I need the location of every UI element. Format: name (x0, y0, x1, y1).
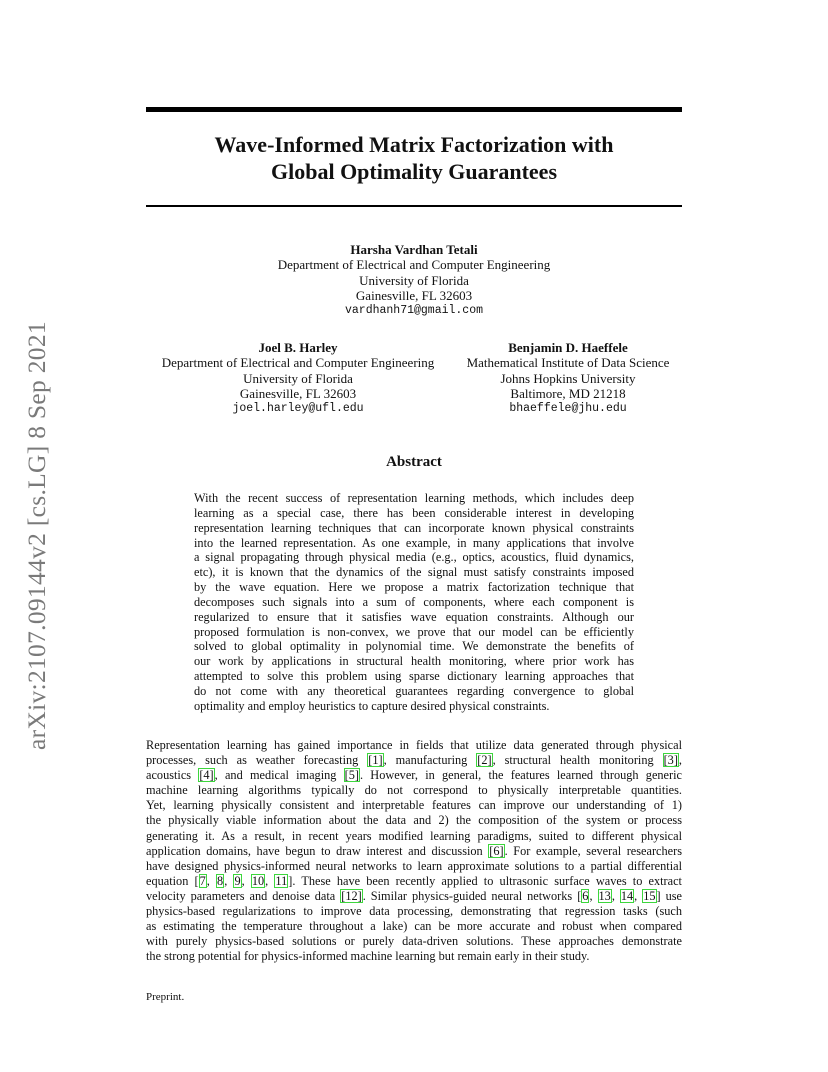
intro-text: , (224, 873, 234, 888)
citation-link[interactable]: 14 (620, 888, 634, 903)
intro-line (146, 859, 682, 874)
author-name: Benjamin D. Haeffele (508, 340, 628, 355)
intro-text: equation [ (146, 873, 199, 888)
intro-line (146, 753, 682, 768)
intro-line (146, 904, 682, 919)
author-block-haeffele (450, 340, 686, 416)
intro-text: have designed physics-informed neural networks to learn approximate solutions to a partial differential (146, 858, 682, 873)
intro-text: Representation learning has gained importance in fields that utilize data generated through physical (146, 738, 682, 752)
citation-link[interactable]: 9 (234, 873, 241, 888)
author-address: Baltimore, MD 21218 (510, 385, 626, 401)
intro-text: , and medical imaging (214, 768, 344, 783)
intro-text: with purely physics-based solutions or purely data-driven solutions. These approaches demonstrate (146, 934, 682, 949)
citation-link[interactable]: 13 (598, 888, 611, 903)
abstract-line: solved to global optimality in polynomial time. We demonstrate the benefits of (194, 639, 634, 654)
abstract-line: by the wave equation. Here we propose a matrix factorization technique that (194, 580, 634, 595)
citation-link[interactable]: [4] (199, 768, 214, 783)
citation-link[interactable]: [12] (341, 888, 362, 903)
intro-text: . For example, several researchers (504, 843, 682, 858)
intro-line (146, 738, 682, 753)
intro-text: , structural health monitoring (492, 753, 663, 768)
citation-link[interactable]: [5] (344, 768, 359, 783)
author-email: joel.harley@ufl.edu (232, 402, 364, 416)
citation-link[interactable]: 11 (275, 873, 288, 888)
abstract-line: into the learned representation. As one example, in many applications that involve (194, 535, 634, 550)
abstract-heading: Abstract (386, 454, 442, 470)
intro-text: , (634, 888, 643, 903)
abstract-line: proposed formulation is non-convex, we prove that our model can be efficiently (194, 624, 634, 639)
author-email: vardhanh71@gmail.com (344, 304, 484, 318)
paper-title-line-1: Wave-Informed Matrix Factorization with (214, 132, 614, 157)
abstract-line: representation learning techniques that can incorporate known physical constraints (194, 520, 634, 535)
title-bottom-rule (146, 205, 682, 207)
citation-link[interactable]: 10 (251, 873, 265, 888)
intro-text: the physically viable information about the data and 2) the composition of the system or process (146, 813, 682, 828)
abstract-line: decomposes such signals into a sum of components, where each component is (194, 594, 634, 609)
intro-text: as estimating the temperature throughout a lake) can be more accurate and robust when compared (146, 919, 682, 934)
author-name: Joel B. Harley (258, 340, 338, 355)
intro-line (146, 798, 682, 813)
intro-text: physics-based regularizations to improve data processing, demonstrating that regression tasks (such (146, 904, 682, 919)
intro-line (146, 813, 682, 828)
abstract-line: attempted to solve this problem using sparse dictionary learning approaches that (194, 669, 634, 684)
paper-title (146, 131, 682, 185)
intro-line (146, 844, 682, 859)
intro-text: , (678, 753, 682, 768)
introduction-paragraph (146, 738, 682, 964)
author-department: Department of Electrical and Computer Engineering (277, 257, 551, 273)
intro-text: , (611, 888, 620, 903)
intro-text: . Similar physics-guided neural networks [ (362, 888, 582, 903)
author-block-harley (140, 340, 456, 416)
intro-line (146, 889, 682, 904)
abstract-line: a signal propagating through physical media (e.g., optics, acoustics, fluid dynamics, (194, 550, 634, 565)
abstract-line: learning as a special case, there has been considerable interest in developing (194, 505, 634, 520)
intro-text: machine learning algorithms typically do not correspond to physically interpretable quantities. (146, 783, 682, 798)
intro-text: , (206, 873, 217, 888)
citation-link[interactable]: [3] (663, 753, 678, 768)
author-address: Gainesville, FL 32603 (239, 385, 357, 401)
intro-text: Yet, learning physically consistent and interpretable features can improve our understanding of 1) (146, 798, 682, 813)
abstract-line: our work by applications in structural health monitoring, where prior work has (194, 654, 634, 669)
intro-text: acoustics (146, 768, 199, 783)
intro-text: ]. These have been recently applied to ultrasonic surface waves to extract (288, 873, 682, 888)
intro-text: , manufacturing (383, 753, 477, 768)
author-institution: University of Florida (359, 272, 469, 288)
intro-line (146, 874, 682, 889)
abstract-line: optimality and employ heuristics to capture desired physical constraints. (194, 698, 550, 713)
intro-text: ] use (656, 888, 682, 903)
intro-line (146, 768, 682, 783)
intro-text: the strong potential for physics-informed machine learning but remain early in their study. (146, 949, 590, 964)
abstract-line: etc), it is known that the dynamics of the signal must satisfy constraints imposed (194, 565, 634, 580)
intro-line (146, 949, 682, 964)
citation-link[interactable]: 7 (199, 873, 206, 888)
intro-text: , (241, 873, 251, 888)
author-block-tetali (250, 242, 578, 318)
intro-text: , (265, 873, 275, 888)
abstract-line: regularized to ensure that it satisfies wave equation constraints. Although our (194, 609, 634, 624)
abstract-line: With the recent success of representation learning methods, which includes deep (194, 491, 634, 505)
author-address: Gainesville, FL 32603 (355, 287, 473, 303)
author-department: Department of Electrical and Computer Engineering (161, 355, 435, 371)
citation-link[interactable]: 6 (582, 888, 589, 903)
citation-link[interactable]: [6] (489, 843, 504, 858)
abstract-body (194, 491, 634, 714)
arxiv-identifier-stamp: arXiv:2107.09144v2 [cs.LG] 8 Sep 2021 (22, 321, 51, 750)
citation-link[interactable]: [1] (368, 753, 383, 768)
intro-text: , (589, 888, 598, 903)
author-name: Harsha Vardhan Tetali (350, 242, 478, 257)
citation-link[interactable]: 8 (217, 873, 224, 888)
intro-text: . However, in general, the features learned through generic (360, 768, 682, 783)
citation-link[interactable]: [2] (477, 753, 492, 768)
intro-line (146, 829, 682, 844)
intro-text: velocity parameters and denoise data (146, 888, 341, 903)
intro-line (146, 783, 682, 798)
intro-line (146, 934, 682, 949)
intro-text: generating it. As a result, in recent years modified learning paradigms, suited to different physical (146, 828, 682, 843)
paper-title-line-2: Global Optimality Guarantees (271, 159, 557, 184)
title-top-rule (146, 107, 682, 112)
author-email: bhaeffele@jhu.edu (509, 402, 627, 416)
preprint-footer: Preprint. (146, 991, 185, 1003)
intro-text: processes, such as weather forecasting (146, 753, 368, 768)
citation-link[interactable]: 15 (643, 888, 656, 903)
author-institution: University of Florida (243, 370, 353, 386)
author-institution: Johns Hopkins University (500, 370, 636, 386)
author-department: Mathematical Institute of Data Science (466, 355, 670, 371)
abstract-line: do not come with any theoretical guarantees regarding convergence to global (194, 683, 634, 698)
intro-text: application domains, have begun to draw interest and discussion (146, 843, 489, 858)
intro-line (146, 919, 682, 934)
